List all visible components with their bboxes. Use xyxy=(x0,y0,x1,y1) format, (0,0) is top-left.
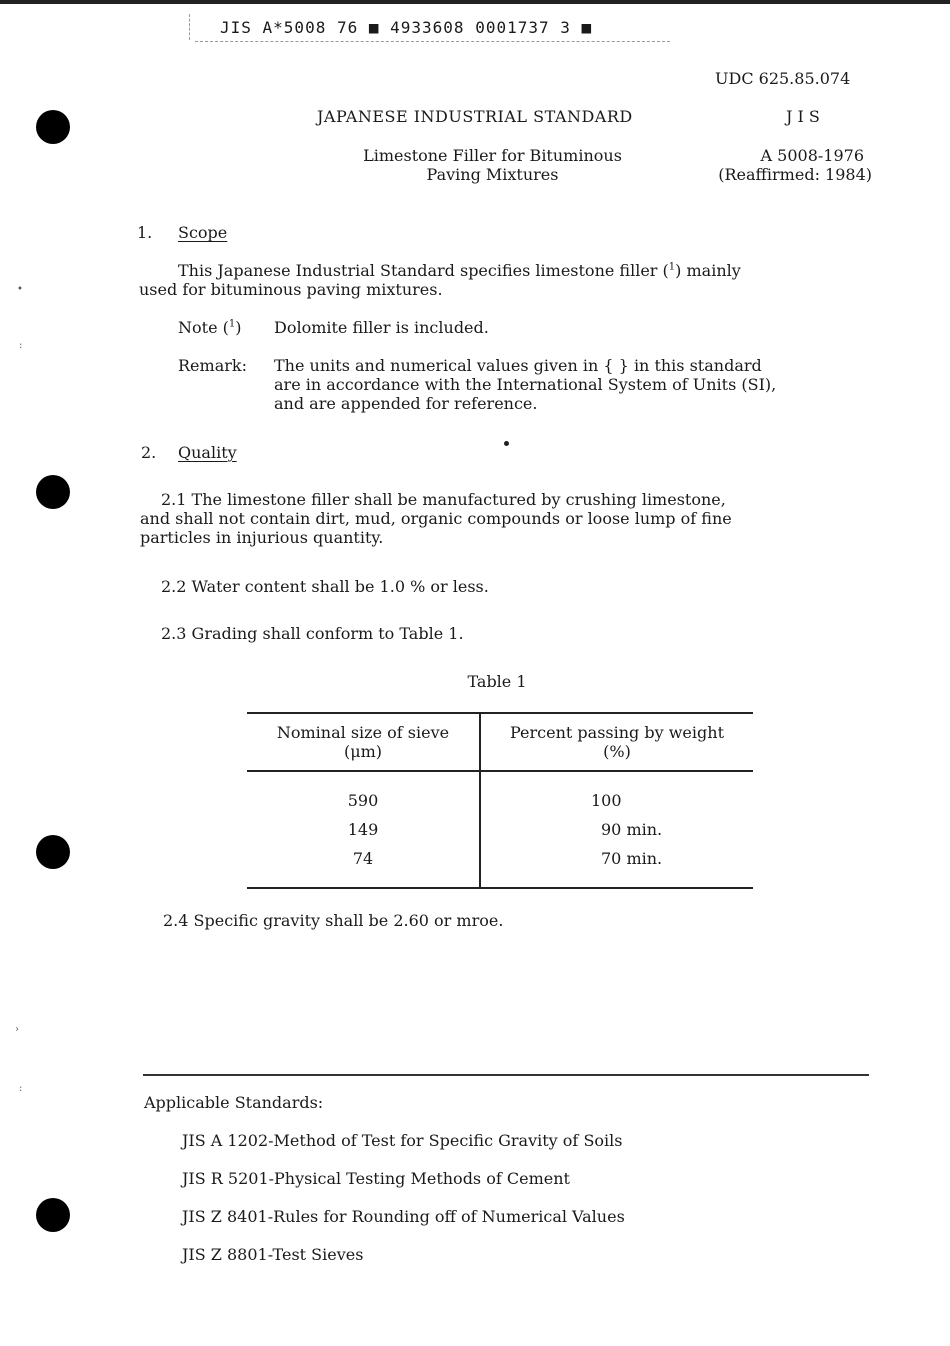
section-number: 2. xyxy=(141,443,157,462)
punch-hole xyxy=(36,1198,70,1232)
standard-org: JAPANESE INDUSTRIAL STANDARD xyxy=(317,107,633,126)
column-header-sieve-size xyxy=(247,713,480,771)
footnote-ref: 1 xyxy=(668,261,676,273)
applicable-standard-item: JIS A 1202-Method of Test for Specific Gravity of Soils xyxy=(182,1131,623,1150)
header-rule xyxy=(195,41,670,42)
remark-line2: are in accordance with the International System of Units (SI), xyxy=(274,375,777,394)
punch-hole xyxy=(36,475,70,509)
note-label xyxy=(178,318,241,338)
standard-title-line1: Limestone Filler for Bituminous xyxy=(363,146,622,165)
table-header-row xyxy=(247,713,753,771)
scan-speck: › xyxy=(15,1024,19,1035)
table-row xyxy=(247,815,753,844)
clause-2-2: 2.2 Water content shall be 1.0 % or less. xyxy=(161,577,489,596)
percent-cell: 90 min. xyxy=(601,820,663,839)
scan-speck: : xyxy=(19,1083,23,1094)
clause-2-4: 2.4 Specific gravity shall be 2.60 or mroe. xyxy=(163,911,504,930)
sieve-size-cell: 149 xyxy=(247,815,480,844)
note-label-end: ) xyxy=(235,318,242,337)
table-caption: Table 1 xyxy=(467,672,527,691)
sieve-size-cell: 74 xyxy=(247,844,480,888)
grading-table xyxy=(247,712,753,889)
header-unit: (μm) xyxy=(343,742,383,761)
applicable-standard-item: JIS Z 8401-Rules for Rounding off of Numerical Values xyxy=(182,1207,625,1226)
clause-2-1-line2: and shall not contain dirt, mud, organic compounds or loose lump of fine xyxy=(140,509,732,528)
scan-dot xyxy=(504,441,509,446)
footer-rule xyxy=(143,1074,869,1076)
percent-cell: 70 min. xyxy=(601,849,663,868)
note-sup: 1 xyxy=(228,318,236,330)
header-tick xyxy=(189,14,190,40)
scope-text-end: ) mainly xyxy=(675,261,741,280)
scan-speck: : xyxy=(19,340,23,351)
punch-hole xyxy=(36,835,70,869)
reaffirmed-date: (Reaffirmed: 1984) xyxy=(718,165,872,184)
catalog-code: JIS A*5008 76 ■ 4933608 0001737 3 ■ xyxy=(220,18,593,37)
scan-speck: • xyxy=(17,284,23,295)
header-unit: (%) xyxy=(603,742,631,761)
applicable-standard-item: JIS Z 8801-Test Sieves xyxy=(182,1245,364,1264)
remark-line1: The units and numerical values given in { } in this standard xyxy=(274,356,762,375)
standard-number: A 5008-1976 xyxy=(760,146,864,165)
section-heading-quality: Quality xyxy=(178,443,237,462)
remark-label: Remark: xyxy=(178,356,247,375)
note-text: Dolomite filler is included. xyxy=(274,318,489,337)
section-number: 1. xyxy=(137,223,153,242)
scope-paragraph-line2: used for bituminous paving mixtures. xyxy=(139,280,443,299)
remark-line3: and are appended for reference. xyxy=(274,394,538,413)
table-row xyxy=(247,844,753,888)
scope-text: This Japanese Industrial Standard specifies limestone filler ( xyxy=(178,261,669,280)
applicable-standards-heading: Applicable Standards: xyxy=(144,1093,324,1112)
note-label-text: Note ( xyxy=(178,318,229,337)
percent-cell: 100 xyxy=(591,791,622,810)
header-text: Nominal size of sieve xyxy=(276,723,450,742)
section-heading-scope: Scope xyxy=(178,223,228,242)
table-row xyxy=(247,771,753,815)
jis-mark: J I S xyxy=(786,107,820,126)
clause-2-3: 2.3 Grading shall conform to Table 1. xyxy=(161,624,464,643)
header-text: Percent passing by weight xyxy=(510,723,724,742)
udc-number: UDC 625.85.074 xyxy=(715,69,851,88)
column-header-percent-passing xyxy=(480,713,753,771)
standard-title-line2: Paving Mixtures xyxy=(426,165,559,184)
sieve-size-cell: 590 xyxy=(247,771,480,815)
punch-hole xyxy=(36,110,70,144)
clause-2-1-line3: particles in injurious quantity. xyxy=(140,528,384,547)
top-edge-bar xyxy=(0,0,950,4)
applicable-standard-item: JIS R 5201-Physical Testing Methods of Cement xyxy=(182,1169,570,1188)
scope-paragraph-line1 xyxy=(178,261,741,281)
clause-2-1-line1: 2.1 The limestone filler shall be manufactured by crushing limestone, xyxy=(161,490,726,509)
